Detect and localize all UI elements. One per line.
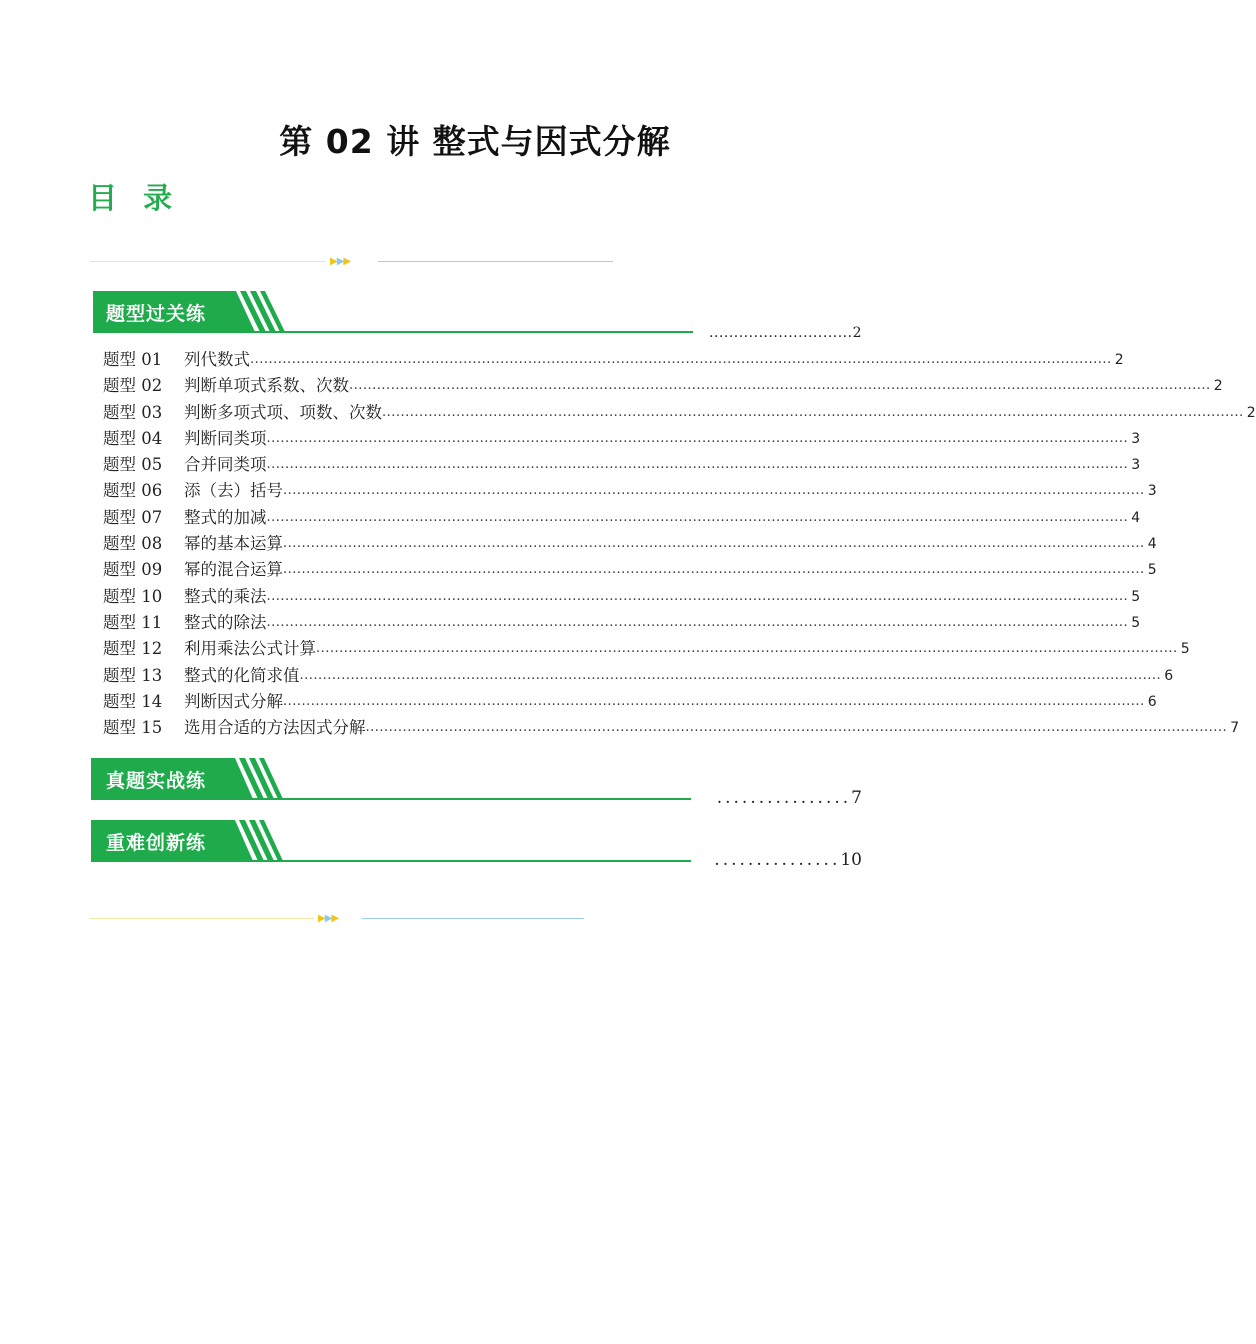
section-page: ................7 [716, 788, 862, 808]
triple-chevron-icon: ▶▶▶ [318, 913, 339, 924]
toc-item[interactable]: 题型 06 添（去）括号 .......................................................................................................................................................................................... 3 [103, 481, 1157, 501]
section-real-exam[interactable] [90, 758, 865, 814]
triple-chevron-icon: ▶▶▶ [330, 256, 351, 267]
section-label: 重难创新练 [106, 832, 207, 854]
toc-item[interactable]: 题型 07 整式的加减 .......................................................................................................................................................................................... 4 [103, 507, 1141, 527]
toc-item[interactable]: 题型 09 幂的混合运算 .......................................................................................................................................................................................... 5 [103, 560, 1157, 580]
toc-item[interactable]: 题型 05 合并同类项 .......................................................................................................................................................................................... 3 [103, 455, 1141, 475]
section-page: .............................2 [709, 325, 862, 341]
section-challenge[interactable] [90, 820, 865, 876]
toc-list [103, 347, 1256, 741]
toc-heading: 目 录 [88, 181, 181, 215]
toc-item[interactable]: 题型 14 判断因式分解 .......................................................................................................................................................................................... 6 [103, 691, 1157, 711]
toc-item[interactable]: 题型 02 判断单项式系数、次数 .......................................................................................................................................................................................... 2 [103, 376, 1223, 396]
section-label: 题型过关练 [106, 303, 207, 325]
section-label: 真题实战练 [106, 770, 207, 792]
toc-item[interactable]: 题型 13 整式的化简求值 .......................................................................................................................................................................................... 6 [103, 665, 1174, 685]
toc-item[interactable]: 题型 04 判断同类项 .......................................................................................................................................................................................... 3 [103, 428, 1141, 448]
section-drill[interactable] [90, 291, 865, 347]
toc-item[interactable]: 题型 15 选用合适的方法因式分解 .......................................................................................................................................................................................... 7 [103, 718, 1240, 738]
page-title: 第 02 讲 整式与因式分解 [279, 122, 671, 161]
toc-item[interactable]: 题型 03 判断多项式项、项数、次数 .......................................................................................................................................................................................... 2 [103, 402, 1256, 422]
section-page: ...............10 [714, 850, 862, 870]
toc-item[interactable]: 题型 08 幂的基本运算 .......................................................................................................................................................................................... 4 [103, 534, 1157, 554]
toc-item[interactable]: 题型 01 列代数式 .......................................................................................................................................................................................... 2 [103, 350, 1124, 369]
bottom-divider [90, 913, 590, 925]
top-divider [90, 256, 615, 268]
toc-item[interactable]: 题型 10 整式的乘法 .......................................................................................................................................................................................... 5 [103, 586, 1141, 606]
toc-item[interactable]: 题型 11 整式的除法 .......................................................................................................................................................................................... 5 [103, 612, 1141, 632]
toc-item[interactable]: 题型 12 利用乘法公式计算 .......................................................................................................................................................................................... 5 [103, 639, 1190, 659]
